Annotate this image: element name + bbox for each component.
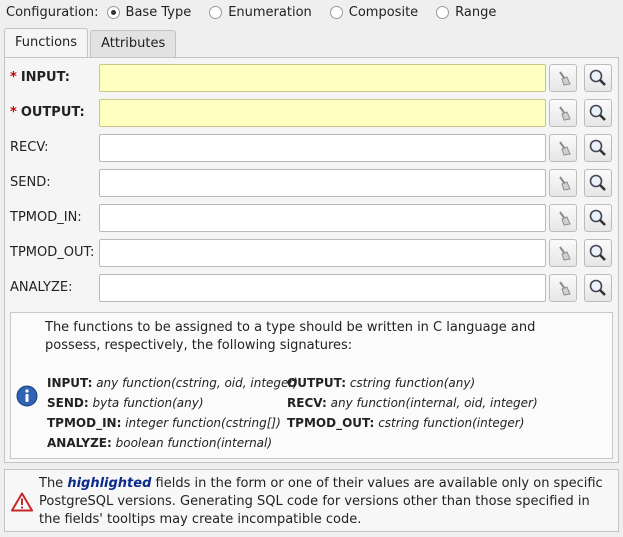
function-label: ANALYZE:: [10, 280, 73, 295]
clear-button[interactable]: [549, 239, 577, 267]
select-button[interactable]: [584, 99, 612, 127]
signature-output: OUTPUT: cstring function(any): [287, 376, 476, 390]
function-row-send: [5, 169, 618, 197]
brush-clear-icon: [554, 174, 572, 192]
recv-function-field[interactable]: [99, 134, 546, 162]
brush-clear-icon: [554, 279, 572, 297]
function-label: TPMOD_OUT:: [10, 245, 95, 260]
radio-range[interactable]: [436, 5, 496, 20]
select-button[interactable]: [584, 169, 612, 197]
signature-recv: RECV: any function(internal, oid, integer): [287, 396, 538, 410]
magnifier-icon: [588, 68, 608, 88]
function-label: * INPUT:: [10, 70, 70, 85]
signature-input: INPUT: any function(cstring, oid, integer): [47, 376, 299, 390]
brush-clear-icon: [554, 139, 572, 157]
clear-button[interactable]: [549, 134, 577, 162]
select-button[interactable]: [584, 204, 612, 232]
select-button[interactable]: [584, 134, 612, 162]
clear-button[interactable]: [549, 99, 577, 127]
radio-enumeration[interactable]: [209, 5, 312, 20]
magnifier-icon: [588, 278, 608, 298]
radio-indicator[interactable]: [107, 6, 120, 19]
magnifier-icon: [588, 103, 608, 123]
tpmod-in-function-field[interactable]: [99, 204, 546, 232]
function-row-tpmod-out: [5, 239, 618, 267]
function-row-analyze: [5, 274, 618, 302]
magnifier-icon: [588, 243, 608, 263]
magnifier-icon: [588, 173, 608, 193]
function-row-recv: [5, 134, 618, 162]
radio-indicator[interactable]: [209, 6, 222, 19]
send-function-field[interactable]: [99, 169, 546, 197]
tab-bar: [4, 30, 178, 57]
brush-clear-icon: [554, 104, 572, 122]
radio-label: Range: [455, 4, 497, 20]
alert-text: The highlighted fields in the form or one of their values are available only on specific PostgreSQL versions. Generating SQL code for versions other than those specified in the fields' tooltips may create incompatible code.: [39, 476, 603, 527]
configuration-group: [6, 3, 514, 21]
analyze-function-field[interactable]: [99, 274, 546, 302]
brush-clear-icon: [554, 209, 572, 227]
clear-button[interactable]: [549, 64, 577, 92]
tpmod-out-function-field[interactable]: [99, 239, 546, 267]
signature-tpmod-in: TPMOD_IN: integer function(cstring[]): [47, 416, 281, 430]
clear-button[interactable]: [549, 169, 577, 197]
info-icon: [16, 385, 38, 407]
required-marker: *: [10, 105, 17, 120]
magnifier-icon: [588, 138, 608, 158]
signature-tpmod-out: TPMOD_OUT: cstring function(integer): [287, 416, 525, 430]
functions-panel: [4, 57, 619, 463]
function-label: SEND:: [10, 175, 51, 190]
function-row-output: [5, 99, 618, 127]
input-function-field[interactable]: [99, 64, 546, 92]
function-row-tpmod-in: [5, 204, 618, 232]
warning-icon: [11, 492, 33, 512]
brush-clear-icon: [554, 244, 572, 262]
info-intro-text: The functions to be assigned to a type should be written in C language and possess, respectively, the following signatures:: [45, 320, 536, 353]
radio-base-type[interactable]: [107, 5, 192, 20]
select-button[interactable]: [584, 274, 612, 302]
radio-label: Base Type: [125, 4, 192, 20]
highlighted-word: highlighted: [67, 476, 152, 491]
configuration-label: Configuration:: [6, 4, 99, 20]
output-function-field[interactable]: [99, 99, 546, 127]
function-label: TPMOD_IN:: [10, 210, 82, 225]
tab-attributes[interactable]: Attributes: [90, 30, 176, 57]
brush-clear-icon: [554, 69, 572, 87]
clear-button[interactable]: [549, 274, 577, 302]
function-signatures-info: [10, 312, 613, 459]
signature-send: SEND: byta function(any): [47, 396, 204, 410]
select-button[interactable]: [584, 239, 612, 267]
function-row-input: [5, 64, 618, 92]
radio-label: Composite: [348, 4, 419, 20]
clear-button[interactable]: [549, 204, 577, 232]
tab-functions[interactable]: Functions: [4, 28, 88, 57]
version-alert: [4, 469, 619, 532]
function-label: RECV:: [10, 140, 49, 155]
radio-indicator[interactable]: [436, 6, 449, 19]
required-marker: *: [10, 70, 17, 85]
magnifier-icon: [588, 208, 608, 228]
select-button[interactable]: [584, 64, 612, 92]
signature-analyze: ANALYZE: boolean function(internal): [47, 436, 273, 450]
radio-composite[interactable]: [330, 5, 418, 20]
radio-label: Enumeration: [228, 4, 312, 20]
radio-indicator[interactable]: [330, 6, 343, 19]
function-label: * OUTPUT:: [10, 105, 85, 120]
